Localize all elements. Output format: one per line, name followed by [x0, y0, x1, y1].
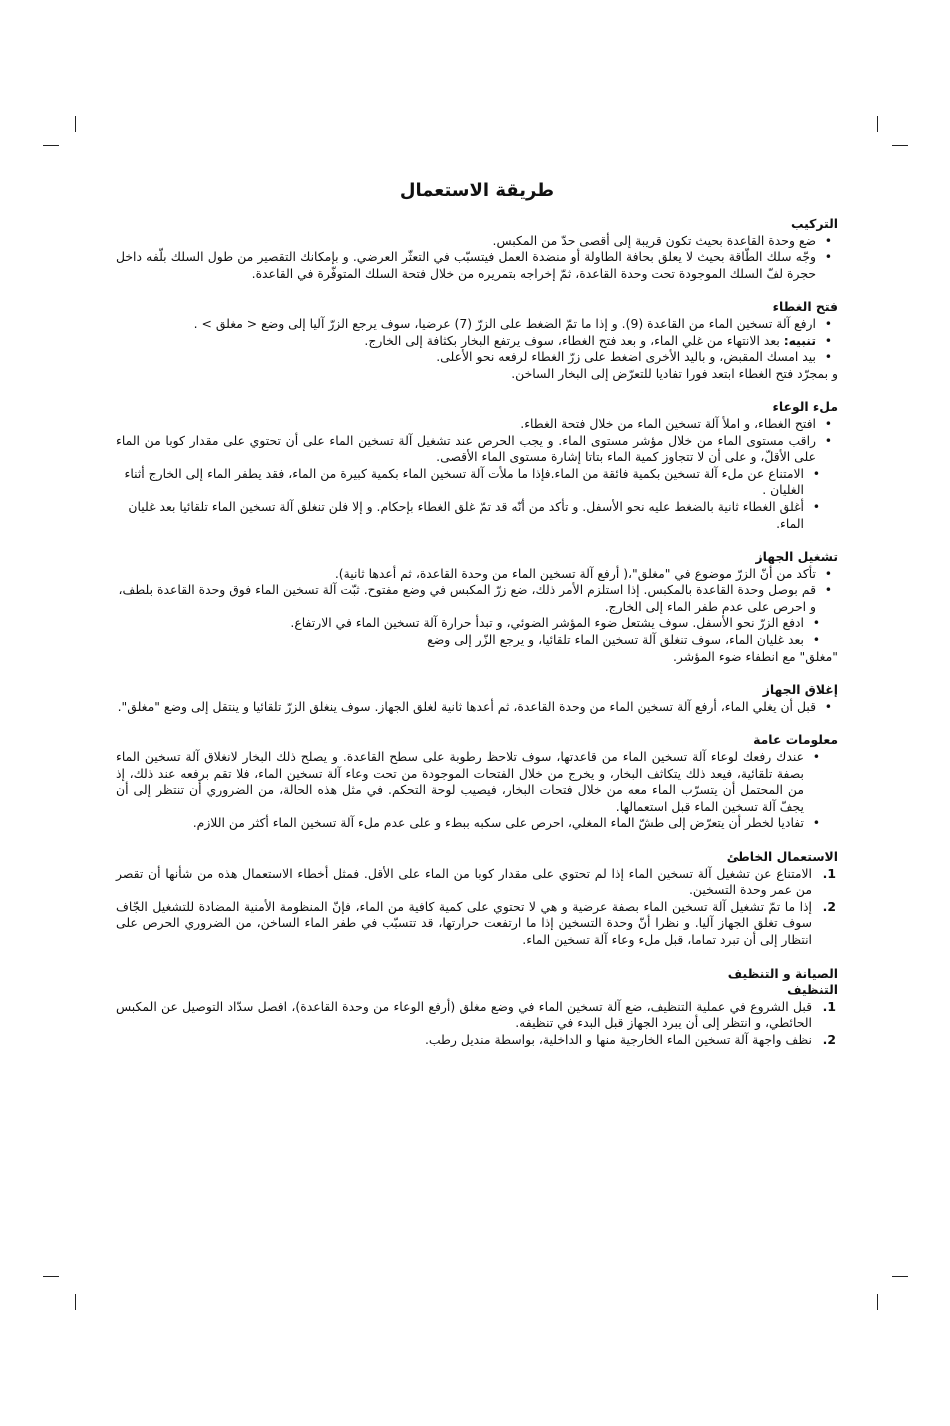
list-item: • قبل أن يغلي الماء، أرفع آلة تسخين الماء من وحدة القاعدة، ثم أعدها ثانية لغلق الجهاز. سوف ينغلق الزرّ تلقائيا و ينتقل إلى وضع "مغلق".	[116, 699, 838, 716]
section-installation	[116, 216, 838, 282]
warning-text: بعد الانتهاء من غلي الماء، و بعد فتح الغطاء، سوف يرتفع البخار بكثافة إلى الخارج.	[364, 332, 784, 348]
subheading-cleaning: التنظيف	[787, 982, 838, 998]
crop-mark-bottom-right-vertical	[877, 1294, 878, 1310]
list-number: 1.	[822, 998, 836, 1014]
fill-list	[116, 416, 838, 466]
section-heading-operation: تشغيل الجهاز	[755, 549, 838, 565]
lid-list	[116, 316, 838, 366]
shutdown-list	[116, 699, 838, 716]
section-lid	[116, 299, 838, 382]
list-item: • أغلق الغطاء ثانية بالضغط عليه نحو الأسفل. و تأكد من أنّه قد تمّ غلق الغطاء بإحكام. و إلا فلن تنغلق آلة تسخين الماء تلقائيا بعد غليان الماء.	[116, 499, 838, 532]
crop-mark-top-left-horizontal	[43, 145, 59, 146]
list-item	[116, 1032, 838, 1049]
installation-list	[116, 233, 838, 283]
section-heading-maintenance: الصيانة و التنظيف	[727, 965, 838, 981]
section-general	[116, 732, 838, 832]
list-item	[116, 866, 838, 899]
crop-mark-bottom-left-vertical	[75, 1294, 76, 1310]
list-item: • قم بوصل وحدة القاعدة بالمكبس. إذا استلزم الأمر ذلك، ضع زرّ المكبس في وضع مفتوح. ثبّت آلة تسخين الماء فوق وحدة القاعدة بلطف، و احرص على عدم طفر الماء إلى الخارج.	[116, 582, 838, 615]
list-item: • عندك رفعك لوعاء آلة تسخين الماء من قاعدتها، سوف تلاحظ رطوبة على سطح القاعدة. و يصلح ذلك البخار لانغلاق آلة تسخين الماء بصفة تلقائية، فيعد ذلك يتكاثف البخار، و يخرج من خلال الفتحات الموجودة من تحت وعاء آلة تسخين الماء، فلا تقم برفعه عند ذلك، إذ من المحتمل أن يتسرّب الماء معه من خلال فتحات البخار، فيصيب لوحة التحكم. في مثل هذه الحالة، من الضروري أن تنتظر إلى أن يجفّ آلة تسخين الماء قبل استعمالها.	[116, 749, 838, 815]
section-heading-lid: فتح الغطاء	[772, 299, 838, 315]
document-page	[116, 180, 838, 1066]
section-fill	[116, 399, 838, 532]
list-item: • افتح الغطاء، و املأ آلة تسخين الماء من خلال فتحة الغطاء.	[116, 416, 838, 433]
section-heading-shutdown: إغلاق الجهاز	[762, 682, 838, 698]
crop-mark-bottom-right-horizontal	[892, 1276, 908, 1277]
section-heading-fill: ملء الوعاء	[772, 399, 838, 415]
crop-mark-top-right-horizontal	[892, 145, 908, 146]
list-number: 2.	[822, 898, 836, 914]
list-item: • تأكد من أنّ الزرّ موضوع في "مغلق"،( أرفع آلة تسخين الماء من وحدة القاعدة، ثم أعدها ثانية).	[116, 566, 838, 583]
list-item	[116, 999, 838, 1032]
list-item: • ادفع الزرّ نحو الأسفل. سوف يشتعل ضوء المؤشر الضوئي، و تبدأ حرارة آلة تسخين الماء في الارتفاع.	[116, 615, 838, 632]
maintenance-list	[116, 999, 838, 1049]
list-number: 1.	[822, 865, 836, 881]
page-title: طريقة الاستعمال	[399, 180, 555, 201]
list-text: إذا ما تمّ تشغيل آلة تسخين الماء بصفة عرضية و هي لا تحتوي على كمية كافية من الماء، فإنّ المنظومة الأمنية المضادة للتشغيل الجّاف سوف تغلق الجهاز آليا. و نظرا أنّ وحدة التسخين إذا ما ارتفعت حرارتها، قد تتسبّب في طفر الماء الساخن، من الضروري الحرص على انتظار إلى أن تبرد تماما، قبل ملء وعاء آلة تسخين الماء.	[116, 898, 812, 947]
section-shutdown	[116, 682, 838, 715]
general-list	[116, 749, 838, 832]
operation-note: "مغلق" مع انطفاء ضوء المؤشر.	[672, 648, 838, 664]
list-item	[116, 899, 838, 949]
list-text: قبل الشروع في عملية التنظيف، ضع آلة تسخين الماء في وضع مغلق (أرفع الوعاء من وحدة القاعدة)، افصل سدّاد التوصيل عن المكبس الحائطي، و انتظر إلى أن يبرد الجهاز قبل البدء في تنظيفه.	[116, 998, 812, 1031]
list-item: • تفاديا لخطر أن يتعرّض إلى طشّ الماء المغلي، احرص على سكبه ببطء و على عدم ملء آلة تسخين الماء أكثر من اللازم.	[116, 815, 838, 832]
section-misuse	[116, 849, 838, 949]
list-item: • ضع وحدة القاعدة بحيث تكون قريبة إلى أقصى حدّ من المكبس.	[116, 233, 838, 250]
crop-mark-top-right-vertical	[877, 116, 878, 132]
list-item: • راقب مستوى الماء من خلال مؤشر مستوى الماء. و يجب الحرص عند تشغيل آلة تسخين الماء على أن تحتوي على مقدار كوبا من الماء على الأقلّ، و على أن لا تتجاوز كمية الماء بتاتا إشارة مستوى الماء الأقصى.	[116, 433, 838, 466]
section-heading-general: معلومات عامة	[753, 732, 838, 748]
section-maintenance	[116, 966, 838, 1049]
misuse-list	[116, 866, 838, 949]
warning-label: تنبيه:	[783, 332, 816, 348]
section-heading-misuse: الاستعمال الخاطئ	[726, 849, 838, 864]
crop-mark-bottom-left-horizontal	[43, 1276, 59, 1277]
list-item: • وجّه سلك الطّاقة بحيث لا يعلق بحافة الطاولة أو منضدة العمل فيتسبّب في التعثّر العرضي. و بإمكانك التقصير من طول السلك بلّفه داخل حجرة لفّ السلك الموجودة تحت وحدة القاعدة، ثمّ إخراجه بتمريره من خلال فتحة السلك المتوفّرة في القاعدة.	[116, 249, 838, 282]
operation-indented-list	[116, 615, 838, 648]
list-item: • ارفع آلة تسخين الماء من القاعدة (9). و إذا ما تمّ الضغط على الزرّ (7) عرضيا، سوف يرجع الزرّ آليا إلى وضع < مغلق > .	[116, 316, 838, 333]
list-text: نظف واجهة آلة تسخين الماء الخارجية منها و الداخلية، بواسطة منديل رطب.	[424, 1031, 812, 1047]
list-item: • بيد امسك المقبض، و باليد الأخرى اضغط على زرّ الغطاء لرفعه نحو الأعلى.	[116, 349, 838, 366]
fill-indented-list	[116, 466, 838, 532]
section-operation	[116, 549, 838, 665]
list-item-warning	[116, 333, 838, 350]
list-item: • بعد غليان الماء، سوف تنغلق آلة تسخين الماء تلقائيا، و يرجع الزّر إلى وضع	[116, 632, 838, 649]
list-text: الامتناع عن تشغيل آلة تسخين الماء إذا لم تحتوي على مقدار كوبا من الماء على الأقل. فمثل أخطاء الاستعمال هذه من شأنها أن تقصر من عمر وحدة التسخين.	[116, 865, 812, 898]
lid-note: و بمجرّد فتح الغطاء ابتعد فورا تفاديا للتعرّض إلى البخار الساخن.	[511, 365, 838, 381]
list-item: • الامتناع عن ملء آلة تسخين بكمية فائقة من الماء.فإذا ما ملأت آلة تسخين الماء بكمية كبيرة من الماء، فقد يطفر الماء إلى الخارج أثناء الغليان .	[116, 466, 838, 499]
operation-list	[116, 566, 838, 616]
crop-mark-top-left-vertical	[75, 116, 76, 132]
list-number: 2.	[822, 1031, 836, 1047]
section-heading-installation: التركيب	[790, 216, 838, 231]
